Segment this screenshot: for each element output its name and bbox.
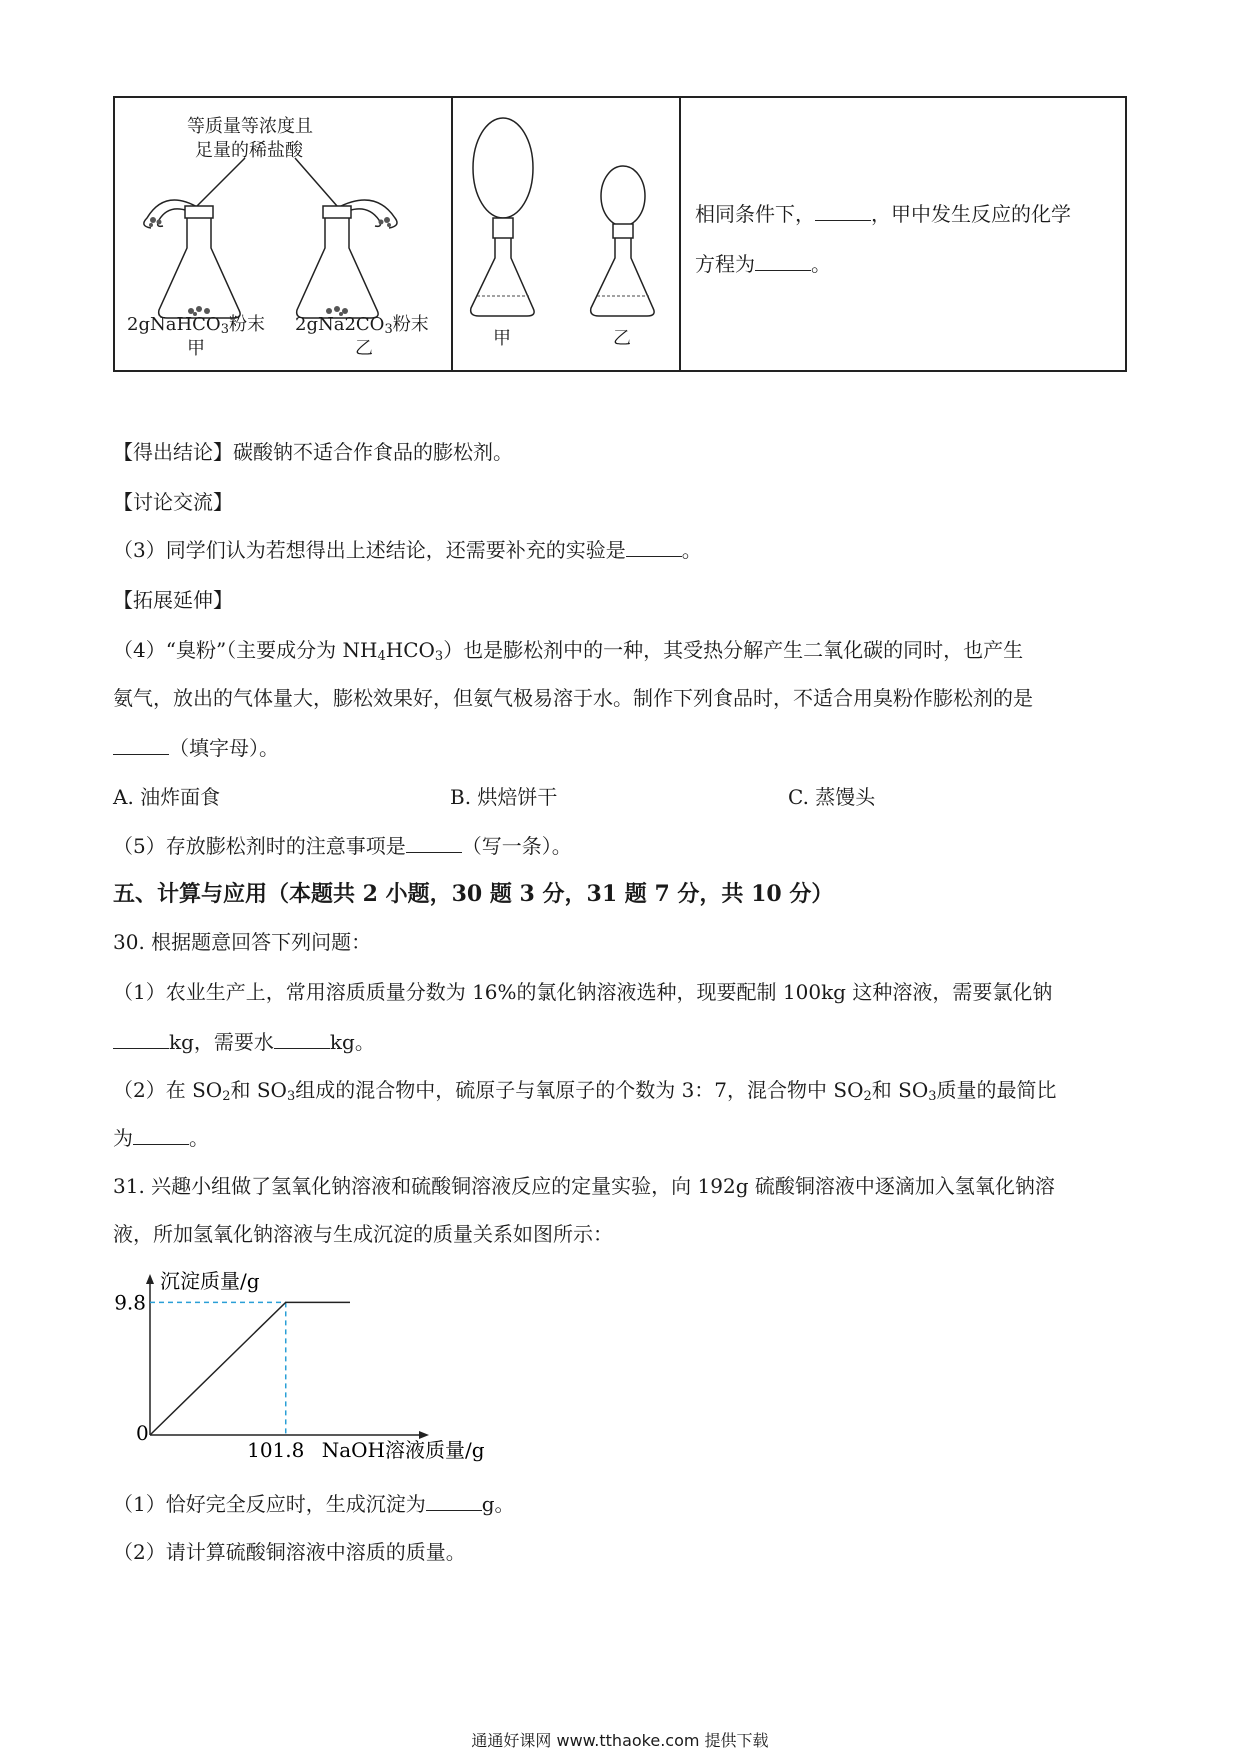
flask-right-name: 乙 [355,338,373,359]
cell3-line2: 方程为 。 [695,252,831,276]
question-4-line3: （填字母）。 [113,736,279,760]
question-31-part2: （2）请计算硫酸铜溶液中溶质的质量。 [113,1540,466,1564]
flask-left-label: 2gNaHCO$_3$粉末 [127,314,265,337]
option-b: B. 烘焙饼干 [450,785,558,809]
table-cell-apparatus-flasks [115,98,453,370]
balloon-diagram [453,98,681,374]
question-31-line2: 液，所加氢氧化钠溶液与生成沉淀的质量关系如图所示： [113,1222,613,1246]
precipitate-chart [110,1269,485,1462]
balloon-left-name: 甲 [493,328,511,349]
question-30-part1-line2: kg，需要水 kg。 [113,1030,375,1054]
page-footer: 通通好课网 www.tthaoke.com 提供下载 [471,1731,769,1750]
table-cell-balloons [453,98,681,370]
acid-label-line2: 足量的稀盐酸 [195,140,303,161]
section-5-title: 五、计算与应用（本题共 2 小题，30 题 3 分，31 题 7 分，共 10 分） [113,881,834,907]
balloon-right-name: 乙 [613,328,631,349]
question-30-part2-line2: 为 。 [113,1126,209,1150]
origin-label: 0 [136,1421,149,1445]
question-4-line1: （4）“臭粉”（主要成分为 $NH_4HCO_3$）也是膨松剂中的一种，其受热分解产生二氧化碳的同时，也产生 [113,638,1024,664]
question-31-part1: （1）恰好完全反应时，生成沉淀为 g。 [113,1492,515,1516]
x-axis-label: NaOH溶液质量/g [321,1438,485,1462]
experiment-table [113,96,1127,372]
series-line-precipitate [150,1302,350,1435]
question-30-part2-line1: （2）在 $SO_2$和 $SO_3$组成的混合物中，硫原子与氧原子的个数为 3：7，混合物中 $SO_2$和 $SO_3$质量的最简比 [113,1078,1057,1104]
option-c: C. 蒸馒头 [788,785,876,809]
discussion-title: 【讨论交流】 [113,490,233,514]
table-cell-question [681,98,1125,370]
question-5: （5）存放膨松剂时的注意事项是 （写一条）。 [113,834,572,858]
question-3: （3）同学们认为若想得出上述结论，还需要补充的实验是 。 [113,538,702,562]
y-axis-arrow [146,1274,154,1284]
conclusion-text: 【得出结论】碳酸钠不适合作食品的膨松剂。 [113,440,513,464]
flask-left-name: 甲 [187,338,205,359]
question-30-stem: 30. 根据题意回答下列问题： [113,930,372,954]
flask-right-label: $2gNa2CO_3$粉末 [295,314,429,337]
y-axis-label: 沉淀质量/g [160,1269,260,1293]
question-30-part1-line1: （1）农业生产上，常用溶质质量分数为 16%的氯化钠溶液选种，现要配制 100kg 这种溶液，需要氯化钠 [113,980,1053,1004]
x-tick-label: 101.8 [247,1438,305,1462]
extension-title: 【拓展延伸】 [113,588,233,612]
cell3-line1: 相同条件下， ，甲中发生反应的化学 [695,202,1071,226]
option-a: A. 油炸面食 [113,785,221,809]
acid-label-line1: 等质量等浓度且 [187,116,313,137]
y-tick-label: 9.8 [114,1290,146,1315]
question-4-line2: 氨气，放出的气体量大，膨松效果好，但氨气极易溶于水。制作下列食品时，不适合用臭粉作膨松剂的是 [113,686,1033,710]
question-31-line1: 31. 兴趣小组做了氢氧化钠溶液和硫酸铜溶液反应的定量实验，向 192g 硫酸铜溶液中逐滴加入氢氧化钠溶 [113,1174,1055,1198]
